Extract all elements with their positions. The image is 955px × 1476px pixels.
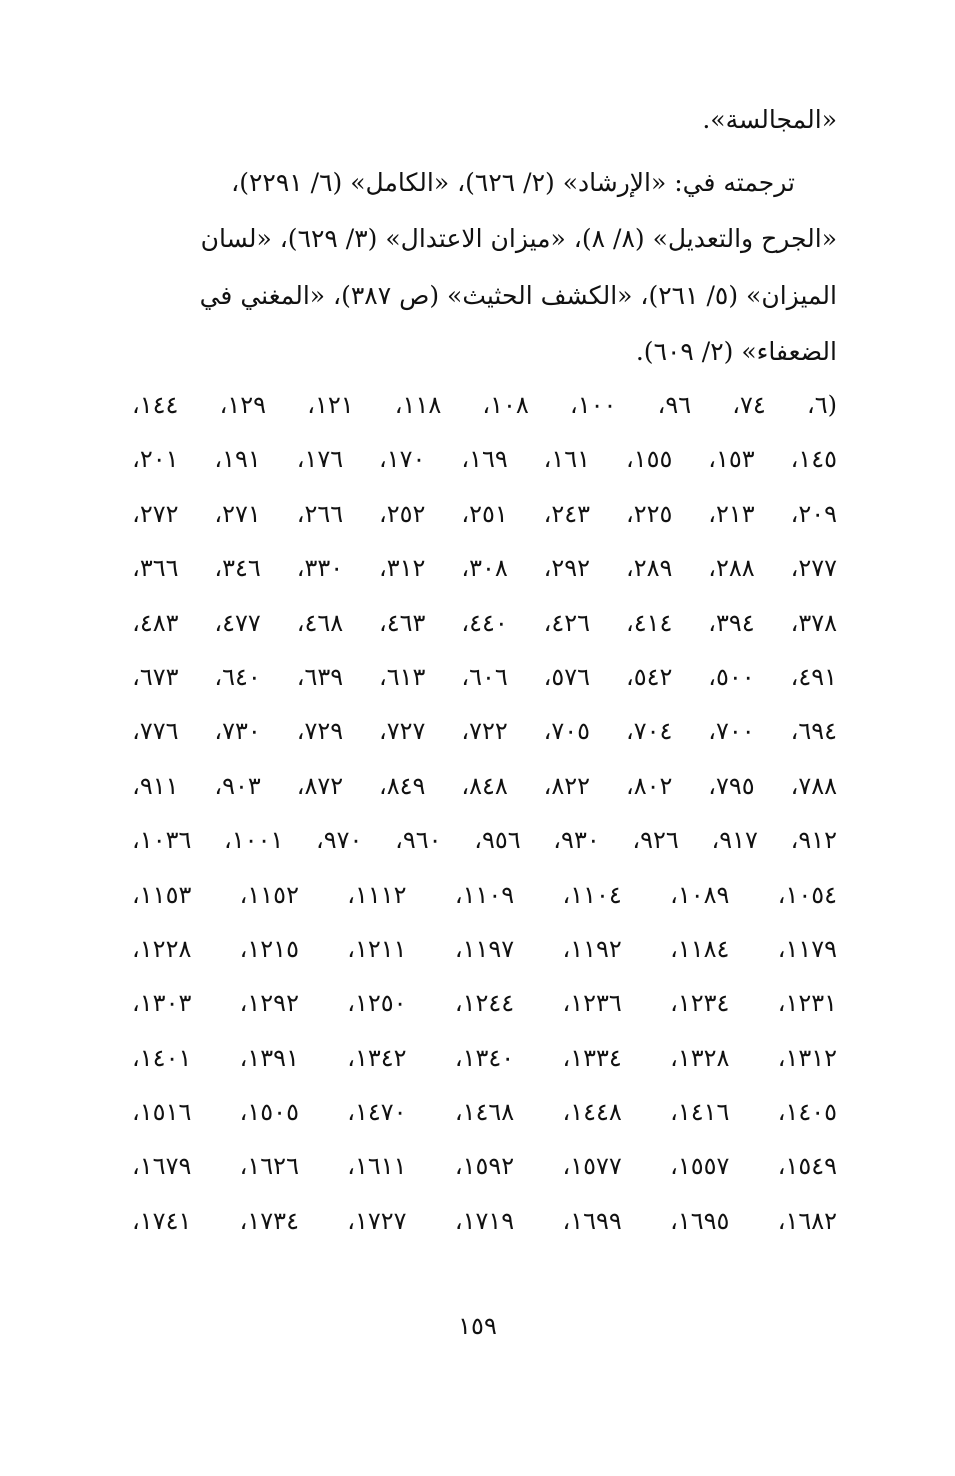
reference-number: ٧٢٧، bbox=[379, 717, 426, 746]
reference-number: ١٤٥، bbox=[790, 445, 837, 474]
reference-number: ٢٠١، bbox=[132, 445, 179, 474]
reference-number: ١٢٩، bbox=[219, 391, 267, 419]
reference-number: ١٥٥٧، bbox=[670, 1152, 730, 1181]
reference-number: ٨٤٨، bbox=[461, 771, 508, 800]
reference-number: ٦٩٤، bbox=[790, 717, 837, 746]
reference-number: ٢٢٥، bbox=[625, 499, 673, 528]
reference-number: ١١٥٣، bbox=[132, 880, 192, 909]
reference-number: ٩١١، bbox=[132, 771, 179, 800]
reference-number: ٧٧٦، bbox=[132, 717, 179, 746]
reference-number: ١١٨، bbox=[394, 391, 442, 419]
reference-number: ١١٥٢، bbox=[239, 880, 299, 909]
reference-number: ٩٠٣، bbox=[214, 771, 261, 800]
reference-number: ٨٧٢، bbox=[296, 771, 344, 800]
reference-number: ١١٧٩، bbox=[777, 934, 837, 963]
reference-number: ١٣١٢، bbox=[777, 1043, 837, 1072]
reference-number: ٤٢٦، bbox=[543, 608, 591, 637]
reference-number: ٢٥١، bbox=[461, 499, 508, 528]
reference-number: ١٦٩، bbox=[461, 445, 508, 474]
reference-number: ١٧٠، bbox=[379, 445, 426, 474]
number-row bbox=[132, 868, 837, 922]
reference-number: ٢٨٩، bbox=[625, 554, 673, 583]
reference-number: ١٤٠٥، bbox=[777, 1098, 837, 1127]
reference-number: ٧٠٥، bbox=[543, 717, 591, 746]
reference-number: ١٣٩١، bbox=[239, 1043, 299, 1072]
reference-number: ١٣٢٨، bbox=[670, 1043, 730, 1072]
number-row bbox=[132, 432, 837, 486]
reference-number: ٧٢٩، bbox=[296, 717, 344, 746]
reference-number: ٢٧٧، bbox=[790, 554, 837, 583]
reference-number: ٧٤، bbox=[732, 391, 766, 419]
reference-number: ١٦٨٢، bbox=[777, 1206, 837, 1235]
reference-number: ١٥٥، bbox=[625, 445, 673, 474]
reference-number: ٧٨٨، bbox=[790, 771, 837, 800]
reference-number: ١١٩٧، bbox=[454, 934, 515, 963]
reference-number: ١٥٩٢، bbox=[454, 1152, 515, 1181]
reference-number: ١٦١١، bbox=[347, 1152, 407, 1181]
reference-number: ١١٠٩، bbox=[454, 880, 515, 909]
reference-number: ١٦٢٦، bbox=[239, 1152, 299, 1181]
reference-number: ٣٣٠، bbox=[296, 554, 344, 583]
reference-number: ١٥١٦، bbox=[132, 1098, 192, 1127]
reference-number: ٩١٧، bbox=[711, 826, 758, 855]
paragraph-line: «الجرح والتعديل» (٨/ ٨)، «ميزان الاعتدال» (٣/ ٦٢٩)، «لسان bbox=[200, 224, 837, 253]
reference-number: ١٠٠، bbox=[569, 391, 617, 419]
reference-numbers-block bbox=[132, 378, 837, 1248]
reference-number: ١٧٣٤، bbox=[239, 1206, 299, 1235]
reference-number: ٩٧٠، bbox=[316, 826, 363, 855]
reference-number: ٢٨٨، bbox=[708, 554, 755, 583]
paragraph-line: الميزان» (٥/ ٢٦١)، «الكشف الحثيث» (ص ٣٨٧)، «المغني في bbox=[199, 280, 837, 310]
reference-number: ١٤٠١، bbox=[132, 1043, 192, 1072]
reference-number: ٢٥٢، bbox=[379, 499, 426, 528]
reference-number: ٩١٢، bbox=[790, 826, 837, 855]
reference-number: ٩٦٠، bbox=[395, 826, 442, 855]
reference-number: ١٠٥٤، bbox=[777, 880, 837, 909]
reference-number: ٥٤٢، bbox=[625, 662, 673, 691]
reference-number: ١١٠٤، bbox=[562, 880, 622, 909]
reference-number: ٢٧٢، bbox=[132, 499, 179, 528]
reference-number: ٤٨٣، bbox=[132, 608, 179, 637]
reference-number: ٧٠٤، bbox=[625, 717, 673, 746]
reference-number: ١٠٠١، bbox=[224, 826, 284, 855]
reference-number: ١٦٩٥، bbox=[670, 1206, 730, 1235]
reference-number: ١٧٢٧، bbox=[347, 1206, 407, 1235]
text-block bbox=[132, 92, 837, 381]
reference-number: ٧٢٢، bbox=[461, 717, 508, 746]
reference-number: ٧٣٠، bbox=[214, 717, 261, 746]
reference-number: ٩٥٦، bbox=[474, 826, 521, 855]
reference-number: ٦١٣، bbox=[379, 662, 426, 691]
reference-number: ٢٠٩، bbox=[790, 499, 837, 528]
reference-number: ٧٠٠، bbox=[708, 717, 755, 746]
number-row bbox=[132, 922, 837, 976]
reference-number: ٤١٤، bbox=[625, 608, 673, 637]
reference-number: ٨٤٩، bbox=[379, 771, 426, 800]
number-row bbox=[132, 1139, 837, 1193]
reference-number: ١٢٢٨، bbox=[132, 934, 192, 963]
reference-number: ٨٠٢، bbox=[625, 771, 673, 800]
reference-number: ٩٢٦، bbox=[632, 826, 679, 855]
number-row bbox=[132, 650, 837, 704]
reference-number: ١٢٩٢، bbox=[239, 989, 299, 1018]
reference-number: ٣٦٦، bbox=[132, 554, 179, 583]
reference-number: ١٢١، bbox=[307, 391, 354, 419]
reference-number: ١٢٤٤، bbox=[454, 989, 515, 1018]
reference-number: ٨٢٢، bbox=[543, 771, 591, 800]
reference-number: ١٥٣، bbox=[708, 445, 755, 474]
reference-number: ١٣٠٣، bbox=[132, 989, 192, 1018]
reference-number: ١٤١٦، bbox=[670, 1098, 730, 1127]
number-row bbox=[132, 1194, 837, 1248]
paragraph-line: الضعفاء» (٢/ ٦٠٩). bbox=[635, 337, 837, 366]
reference-number: ١٦٩٩، bbox=[562, 1206, 622, 1235]
number-row bbox=[132, 596, 837, 650]
reference-number: ٢٩٢، bbox=[543, 554, 591, 583]
reference-number: ١٧١٩، bbox=[454, 1206, 515, 1235]
reference-number: ٤٧٧، bbox=[214, 608, 261, 637]
reference-number: ١٧٦، bbox=[296, 445, 344, 474]
reference-number: ١٣٣٤، bbox=[562, 1043, 622, 1072]
reference-number: ٦٧٣، bbox=[132, 662, 179, 691]
reference-number: ٣١٢، bbox=[379, 554, 426, 583]
number-row bbox=[132, 487, 837, 541]
reference-number: ٣٤٦، bbox=[214, 554, 261, 583]
reference-number: ١٤٧٠، bbox=[347, 1098, 407, 1127]
reference-number: ٤٩١، bbox=[790, 662, 837, 691]
reference-number: ١٥٤٩، bbox=[777, 1152, 837, 1181]
reference-number: ٦٠٦، bbox=[461, 662, 508, 691]
number-row bbox=[132, 976, 837, 1030]
page-number: ١٥٩ bbox=[458, 1312, 497, 1340]
number-row bbox=[132, 704, 837, 758]
reference-number: ٦٤٠، bbox=[214, 662, 261, 691]
reference-number: ١٢٣٦، bbox=[562, 989, 622, 1018]
reference-number: ١٦١، bbox=[543, 445, 591, 474]
reference-number: ٩٦، bbox=[657, 391, 692, 419]
reference-number: ١٢٣٤، bbox=[670, 989, 730, 1018]
reference-number: ٣٧٨، bbox=[790, 608, 837, 637]
reference-number: ٤٤٠، bbox=[461, 608, 508, 637]
reference-number: ١٤٤، bbox=[132, 391, 179, 419]
reference-number: ٦٣٩، bbox=[296, 662, 344, 691]
reference-number: ١٠٣٦، bbox=[132, 826, 192, 855]
reference-number: ٢٤٣، bbox=[543, 499, 591, 528]
reference-number: ١٢٣١، bbox=[777, 989, 837, 1018]
reference-number: ٢٦٦، bbox=[296, 499, 344, 528]
reference-number: ٤٦٨، bbox=[296, 608, 344, 637]
reference-number: ٣٩٤، bbox=[708, 608, 755, 637]
reference-number: ٩٣٠، bbox=[553, 826, 600, 855]
reference-number: ١٣٤٠، bbox=[454, 1043, 515, 1072]
number-row bbox=[132, 1031, 837, 1085]
reference-number: ١٠٨، bbox=[482, 391, 529, 419]
reference-number: ١٢١٥، bbox=[239, 934, 299, 963]
number-row bbox=[132, 813, 837, 867]
reference-number: ١٠٨٩، bbox=[670, 880, 730, 909]
reference-number: ٢١٣، bbox=[708, 499, 755, 528]
paragraph-line: ترجمته في: «الإرشاد» (٢/ ٦٢٦)، «الكامل» (٦/ ٢٢٩١)، bbox=[231, 167, 795, 197]
reference-number: ١٩١، bbox=[214, 445, 261, 474]
reference-number: ١٢٥٠، bbox=[347, 989, 407, 1018]
reference-number: ١١١٢، bbox=[347, 880, 407, 909]
reference-number: ١٣٤٢، bbox=[347, 1043, 407, 1072]
reference-number: ١٧٤١، bbox=[132, 1206, 192, 1235]
reference-number: ٥٠٠، bbox=[708, 662, 755, 691]
reference-number: ٤٦٣، bbox=[379, 608, 426, 637]
reference-number: ١٢١١، bbox=[347, 934, 407, 963]
reference-number: ٣٠٨، bbox=[461, 554, 508, 583]
reference-number: ٢٧١، bbox=[214, 499, 261, 528]
reference-number: ١٦٧٩، bbox=[132, 1152, 192, 1181]
reference-number: ١١٨٤، bbox=[670, 934, 730, 963]
reference-number: ١٥٧٧، bbox=[562, 1152, 622, 1181]
reference-number: ١٥٠٥، bbox=[239, 1098, 299, 1127]
reference-number: ١١٩٢، bbox=[562, 934, 622, 963]
reference-number: ٥٧٦، bbox=[543, 662, 591, 691]
reference-number: ٧٩٥، bbox=[708, 771, 755, 800]
paragraph-line: «المجالسة». bbox=[702, 105, 837, 134]
number-row bbox=[132, 378, 837, 432]
number-row bbox=[132, 759, 837, 813]
reference-number: ١٤٦٨، bbox=[454, 1098, 515, 1127]
reference-number: (٦، bbox=[806, 391, 837, 419]
number-row bbox=[132, 541, 837, 595]
number-row bbox=[132, 1085, 837, 1139]
reference-number: ١٤٤٨، bbox=[562, 1098, 622, 1127]
